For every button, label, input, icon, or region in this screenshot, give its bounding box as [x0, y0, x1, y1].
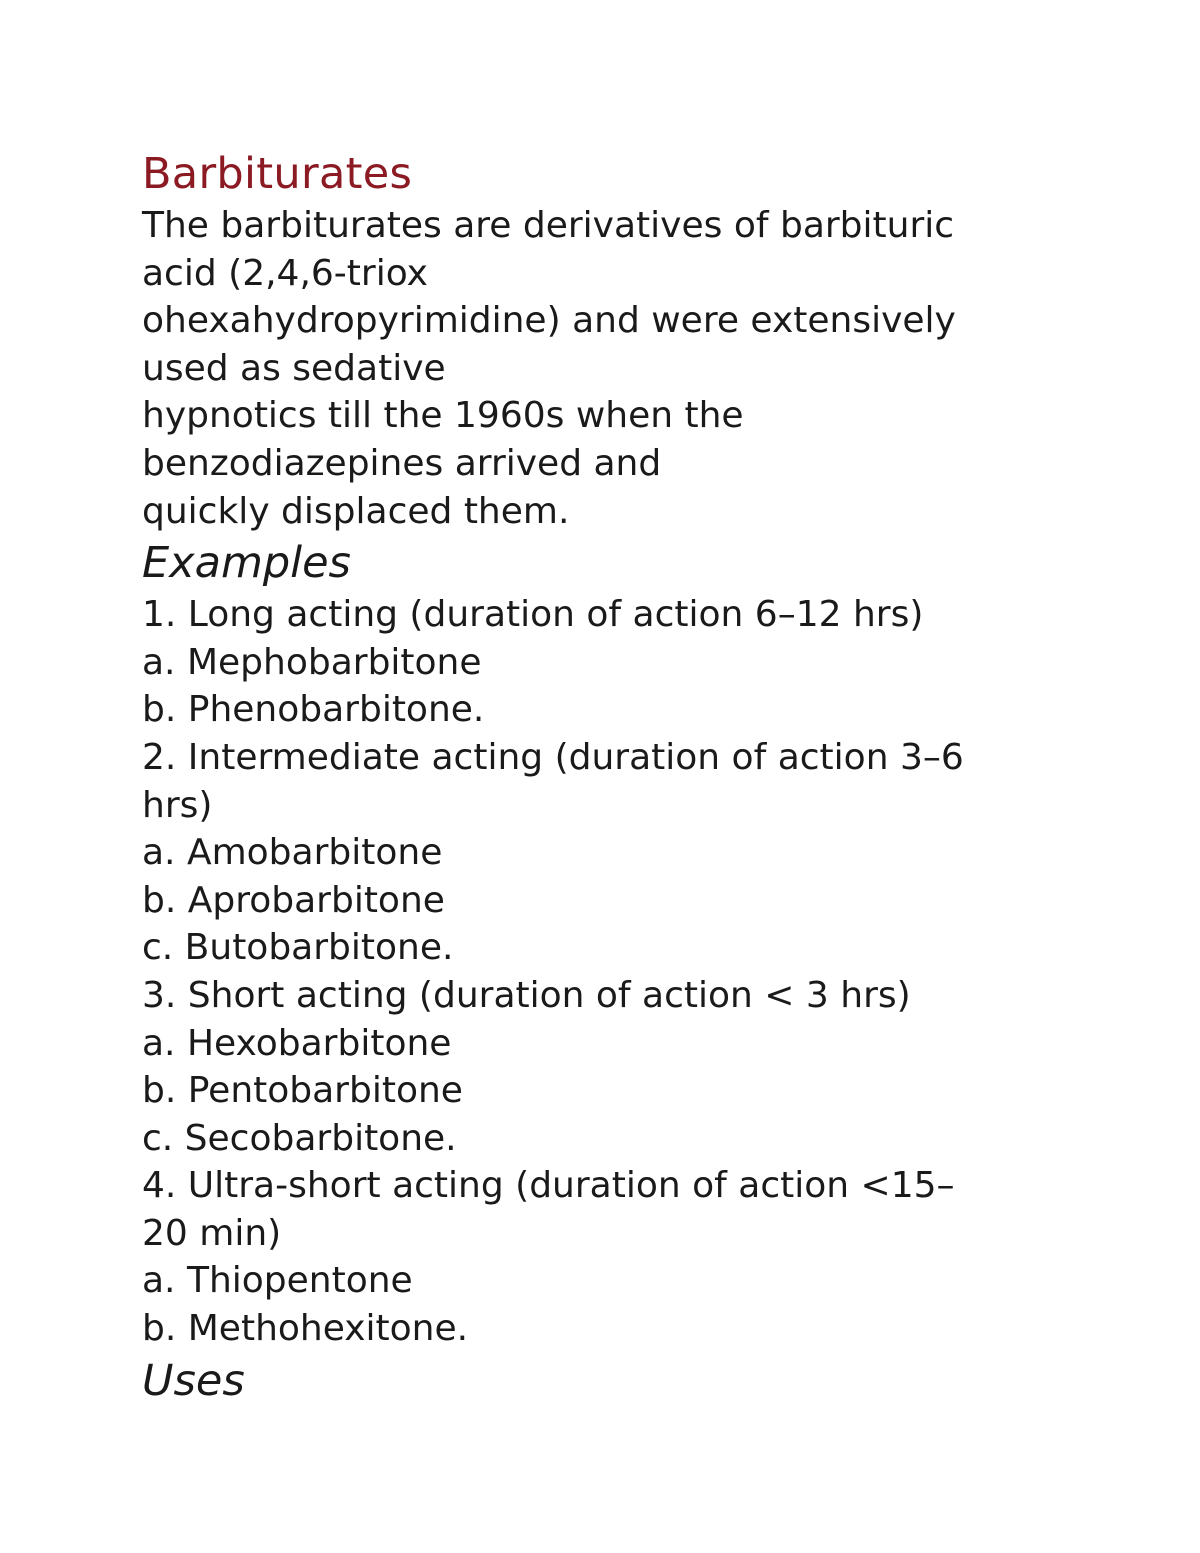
- list-item: c. Butobarbitone.: [142, 927, 454, 969]
- intro-line: hypnotics till the 1960s when the: [142, 395, 744, 437]
- list-item: b. Aprobarbitone: [142, 879, 445, 921]
- intro-line: benzodiazepines arrived and: [142, 442, 662, 484]
- intro-line: quickly displaced them.: [142, 490, 570, 532]
- examples-list: [142, 591, 1142, 1353]
- page-title: Barbiturates: [142, 149, 413, 199]
- list-item: b. Phenobarbitone.: [142, 689, 485, 731]
- intro-line: The barbiturates are derivatives of barbituric: [142, 205, 955, 246]
- intro-line: used as sedative: [142, 347, 446, 389]
- list-item: 4. Ultra-short acting (duration of action <15–: [142, 1165, 955, 1207]
- list-item: a. Amobarbitone: [142, 832, 443, 874]
- examples-heading: Examples: [142, 538, 351, 589]
- list-item: a. Thiopentone: [142, 1260, 413, 1302]
- list-item: 2. Intermediate acting (duration of action 3–6: [142, 736, 964, 778]
- list-item: 3. Short acting (duration of action < 3 hrs): [142, 974, 911, 1016]
- list-item: 1. Long acting (duration of action 6–12 hrs): [142, 594, 924, 636]
- list-item: b. Pentobarbitone: [142, 1070, 463, 1112]
- list-item: a. Mephobarbitone: [142, 641, 482, 683]
- document-page: [142, 146, 1142, 1409]
- list-item: a. Hexobarbitone: [142, 1022, 452, 1064]
- intro-line: acid (2,4,6-triox: [142, 252, 428, 294]
- uses-heading: Uses: [142, 1355, 245, 1406]
- list-item: c. Secobarbitone.: [142, 1117, 457, 1159]
- list-item: hrs): [142, 784, 213, 826]
- list-item: 20 min): [142, 1212, 282, 1254]
- intro-paragraph: [142, 202, 1142, 535]
- list-item: b. Methohexitone.: [142, 1308, 469, 1350]
- intro-line: ohexahydropyrimidine) and were extensively: [142, 300, 956, 342]
